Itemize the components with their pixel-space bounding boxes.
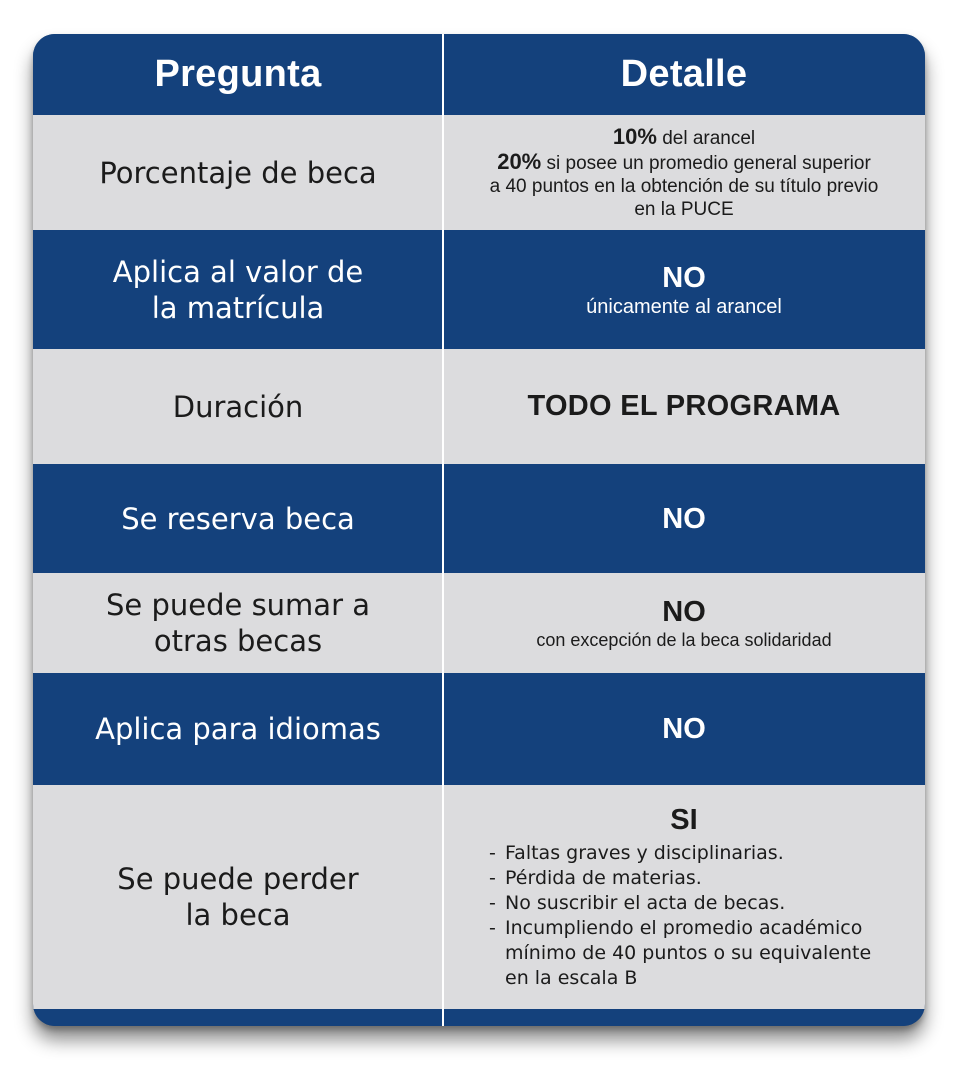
answer-note: únicamente al arancel — [586, 295, 782, 318]
question-label: Duración — [172, 389, 304, 424]
answer-value: NO — [662, 596, 706, 628]
header-detalle-label: Detalle — [620, 53, 748, 95]
percentage-value: 20% — [497, 148, 542, 174]
detail-cell — [443, 349, 925, 464]
question-label: Se reserva beca — [121, 501, 355, 536]
detail-cell — [443, 464, 925, 573]
answer-value: NO — [662, 502, 706, 535]
answer-value: NO — [662, 261, 706, 294]
percentage-value: 10% — [612, 123, 657, 149]
table-row — [33, 349, 925, 464]
detail-text: a 40 puntos en la obtención de su título previo — [489, 175, 879, 197]
header-pregunta-label: Pregunta — [154, 53, 322, 95]
loss-reasons-list — [489, 841, 879, 991]
table-header — [33, 34, 925, 115]
detail-text: del arancel — [662, 127, 756, 149]
answer-value: SI — [670, 804, 698, 836]
table-row — [33, 464, 925, 573]
detail-text: en la PUCE — [634, 198, 734, 220]
table-row — [33, 115, 925, 230]
list-item: - Incumpliendo el promedio académico mínimo de 40 puntos o su equivalente en la escala B — [489, 917, 872, 989]
table-row — [33, 230, 925, 349]
list-item: - Faltas graves y disciplinarias. — [489, 842, 784, 864]
header-pregunta — [33, 34, 443, 115]
question-label: Se puede perder la beca — [117, 862, 359, 932]
scholarship-table — [33, 34, 925, 1026]
list-item: - No suscribir el acta de becas. — [489, 892, 786, 914]
answer-value: NO — [662, 713, 706, 745]
table-row — [33, 573, 925, 673]
question-label: Aplica al valor de la matrícula — [112, 254, 364, 325]
table-footer-band — [33, 1009, 925, 1026]
header-detalle — [443, 34, 925, 115]
answer-value: TODO EL PROGRAMA — [527, 390, 841, 422]
detail-text: si posee un promedio general superior — [546, 152, 871, 174]
column-divider — [442, 34, 444, 1026]
detail-cell — [443, 673, 925, 785]
question-label: Aplica para idiomas — [95, 712, 381, 746]
table-row — [33, 785, 925, 1009]
answer-note: con excepción de la beca solidaridad — [536, 630, 832, 650]
table-row — [33, 673, 925, 785]
question-label: Se puede sumar a otras becas — [106, 588, 370, 658]
detail-cell — [443, 785, 925, 1009]
question-label: Porcentaje de beca — [99, 155, 377, 190]
detail-cell — [443, 115, 925, 230]
detail-cell — [443, 573, 925, 673]
list-item: - Pérdida de materias. — [489, 867, 702, 889]
detail-cell — [443, 230, 925, 349]
